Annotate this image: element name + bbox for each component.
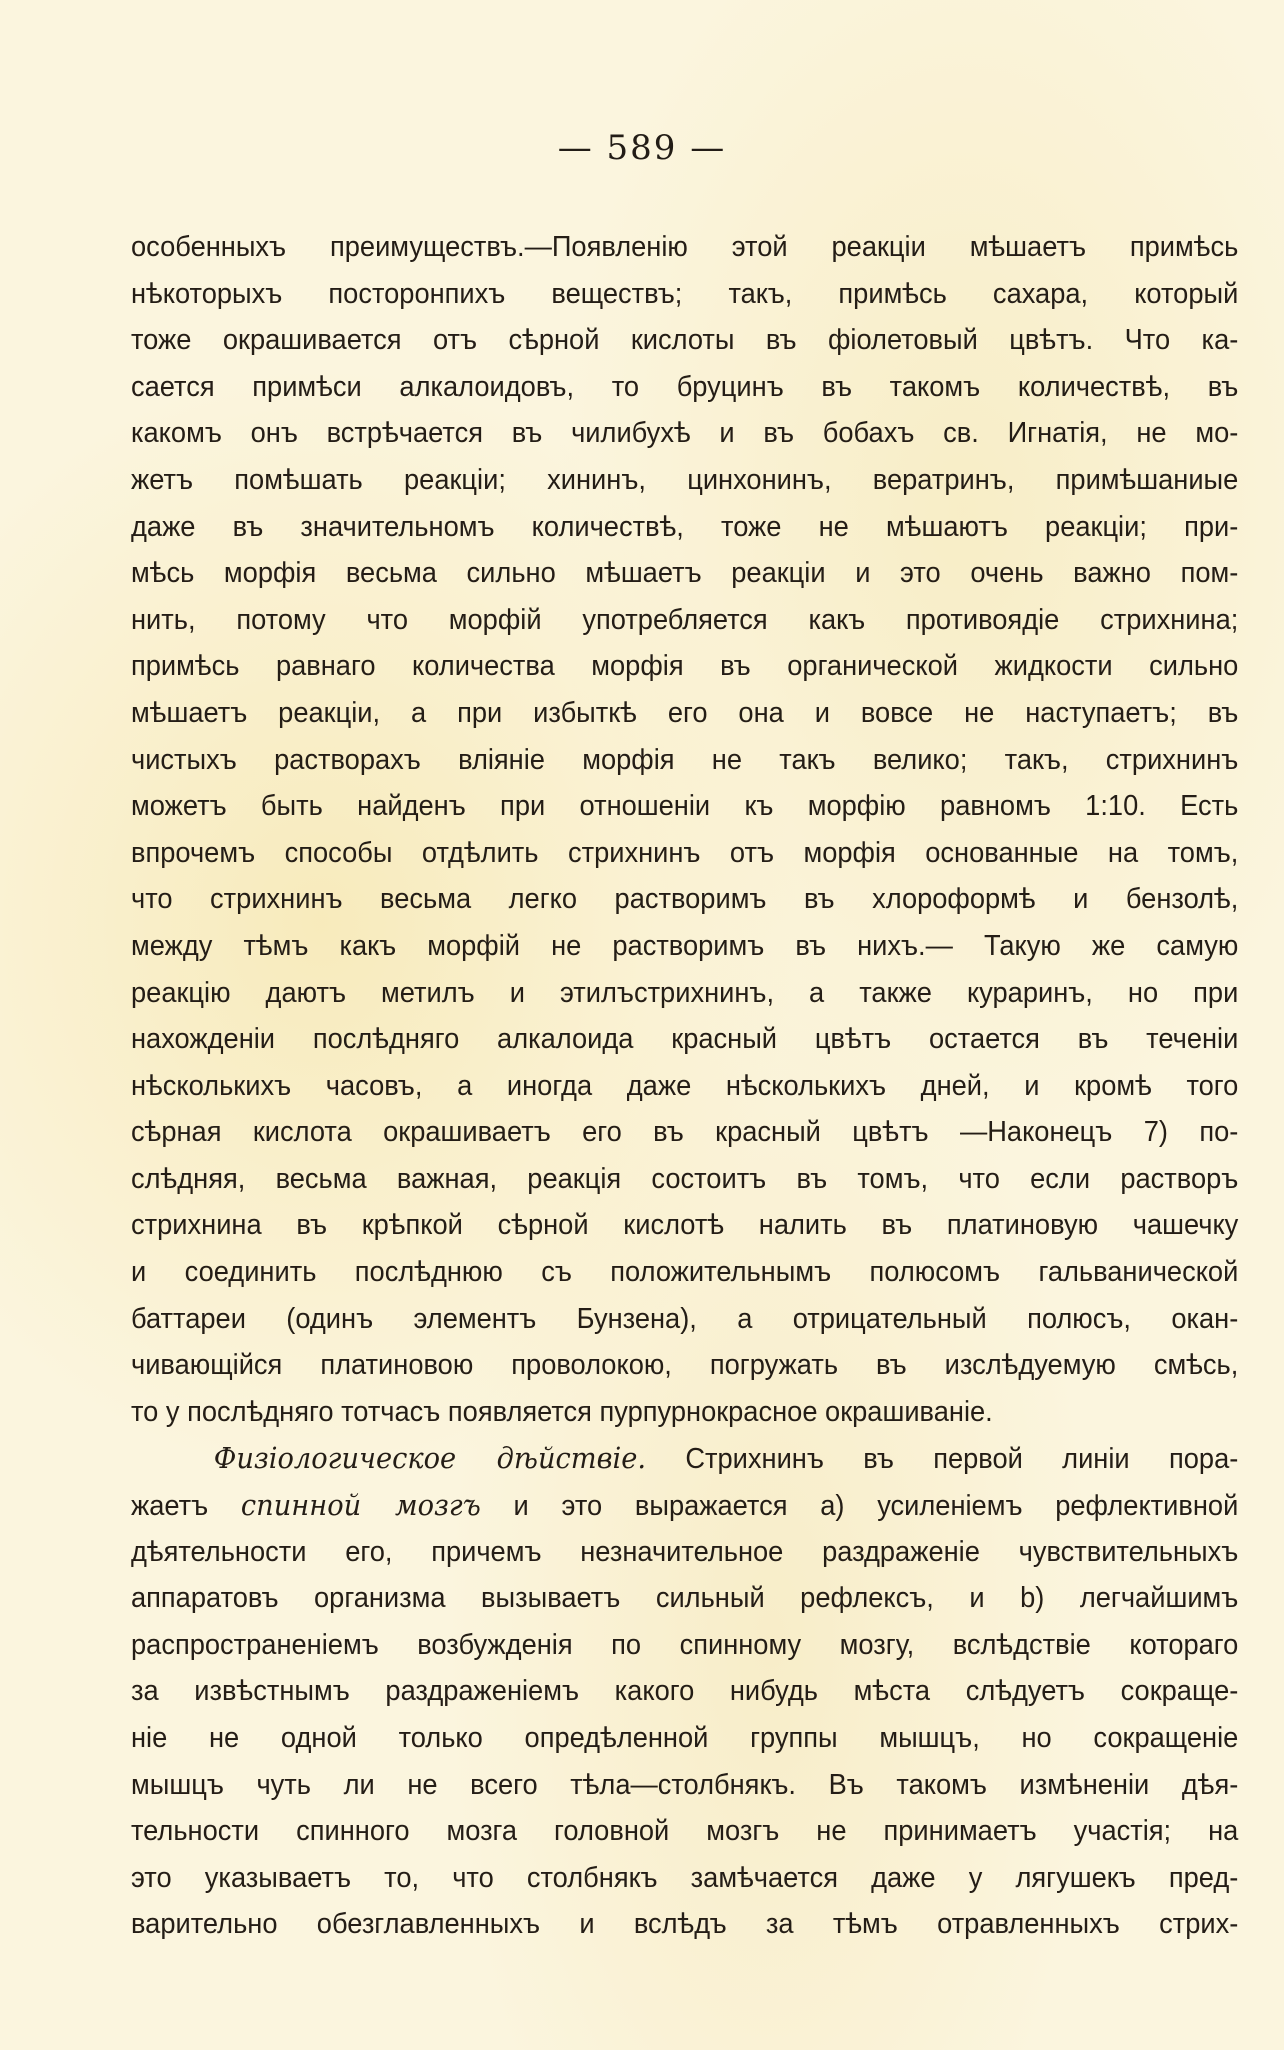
text-line: нить, потому что морфій употребляется какъ противоядіе стрихнина; xyxy=(131,603,1239,636)
text-line: примѣсь равнаго количества морфія въ органической жидкости сильно xyxy=(131,650,1239,683)
text-line: что стрихнинъ весьма легко растворимъ въ хлороформѣ и бензолѣ, xyxy=(131,883,1239,916)
text-line: тоже окрашивается отъ сѣрной кислоты въ фіолетовый цвѣтъ. Что ка- xyxy=(131,324,1239,357)
text-line: сается примѣси алкалоидовъ, то бруцинъ въ такомъ количествѣ, въ xyxy=(131,370,1239,403)
text-line: особенныхъ преимуществъ.—Появленію этой реакціи мѣшаетъ примѣсь xyxy=(131,231,1239,263)
emphasis-term: спинной мозгъ xyxy=(240,1488,481,1523)
text-line: какомъ онъ встрѣчается въ чилибухѣ и въ бобахъ св. Игнатія, не мо- xyxy=(131,417,1239,450)
paragraph-2 xyxy=(131,1435,1238,1948)
text-line: реакцію даютъ метилъ и этилъстрихнинъ, а также кураринъ, но при xyxy=(131,976,1239,1009)
text-line xyxy=(131,1435,1238,1482)
text-line: мѣшаетъ реакціи, а при избыткѣ его она и вовсе не наступаетъ; въ xyxy=(131,696,1239,729)
text-line: мышцъ чуть ли не всего тѣла—столбнякъ. Въ такомъ измѣненіи дѣя- xyxy=(131,1768,1239,1801)
text-line: баттареи (одинъ элементъ Бунзена), а отрицательный полюсъ, окан- xyxy=(131,1302,1239,1335)
text-line: нѣкоторыхъ посторонпихъ веществъ; такъ, примѣсь сахара, который xyxy=(131,277,1239,310)
text-line: нахожденіи послѣдняго алкалоида красный цвѣтъ остается въ теченіи xyxy=(131,1023,1239,1056)
text-line: стрихнина въ крѣпкой сѣрной кислотѣ налить въ платиновую чашечку xyxy=(131,1209,1239,1242)
text-line: тельности спинного мозга головной мозгъ не принимаетъ участія; на xyxy=(131,1815,1239,1848)
text-run: и это выражается a) усиленіемъ рефлективной xyxy=(480,1490,1239,1523)
text-run: жаетъ xyxy=(131,1490,241,1523)
text-line: нѣсколькихъ часовъ, а иногда даже нѣсколькихъ дней, и кромѣ того xyxy=(131,1069,1239,1102)
text-line: дѣятельности его, причемъ незначительное раздраженіе чувствительныхъ xyxy=(131,1535,1239,1568)
text-line: распространеніемъ возбужденія по спинному мозгу, вслѣдствіе котораго xyxy=(131,1628,1239,1661)
text-line: даже въ значительномъ количествѣ, тоже не мѣшаютъ реакціи; при- xyxy=(131,510,1239,543)
text-line: чистыхъ растворахъ вліяніе морфія не такъ велико; такъ, стрихнинъ xyxy=(131,743,1239,776)
page-number: — 589 — xyxy=(557,128,727,168)
text-line: сѣрная кислота окрашиваетъ его въ красный цвѣтъ —Наконецъ 7) по- xyxy=(131,1116,1239,1149)
body-text xyxy=(131,224,1238,1948)
text-line: ніе не одной только опредѣленной группы мышцъ, но сокращеніе xyxy=(131,1722,1239,1754)
text-line: между тѣмъ какъ морфій не растворимъ въ нихъ.— Такую же самую xyxy=(131,929,1239,962)
text-line: слѣдняя, весьма важная, реакція состоитъ въ томъ, что если растворъ xyxy=(131,1162,1239,1195)
text-line: жетъ помѣшать реакціи; хининъ, цинхонинъ, вератринъ, примѣшаниые xyxy=(131,463,1239,496)
paragraph-1 xyxy=(131,224,1238,1435)
text-line: впрочемъ способы отдѣлить стрихнинъ отъ морфія основанные на томъ, xyxy=(131,836,1239,869)
text-line: то у послѣдняго тотчасъ появляется пурпурнокрасное окрашиваніе. xyxy=(131,1395,993,1428)
text-line: аппаратовъ организма вызываетъ сильный рефлексъ, и b) легчайшимъ xyxy=(131,1582,1239,1615)
text-line xyxy=(131,1482,1238,1529)
text-line: можетъ быть найденъ при отношеніи къ морфію равномъ 1:10. Есть xyxy=(131,790,1239,823)
text-line: это указываетъ то, что столбнякъ замѣчается даже у лягушекъ пред- xyxy=(131,1861,1239,1894)
text-line: за извѣстнымъ раздраженіемъ какого нибудь мѣста слѣдуетъ сокраще- xyxy=(131,1675,1239,1708)
text-run: Стрихнинъ въ первой линіи пора- xyxy=(646,1443,1239,1476)
text-line: варительно обезглавленныхъ и вслѣдъ за тѣмъ отравленныхъ стрих- xyxy=(131,1908,1239,1941)
section-heading: Физіологическое дѣйствіе. xyxy=(213,1441,647,1476)
text-line: и соединить послѣднюю съ положительнымъ полюсомъ гальванической xyxy=(131,1256,1239,1289)
text-line: мѣсь морфія весьма сильно мѣшаетъ реакціи и это очень важно пом- xyxy=(131,557,1239,590)
text-line: чивающійся платиновою проволокою, погружать въ изслѣдуемую смѣсь, xyxy=(131,1349,1239,1382)
